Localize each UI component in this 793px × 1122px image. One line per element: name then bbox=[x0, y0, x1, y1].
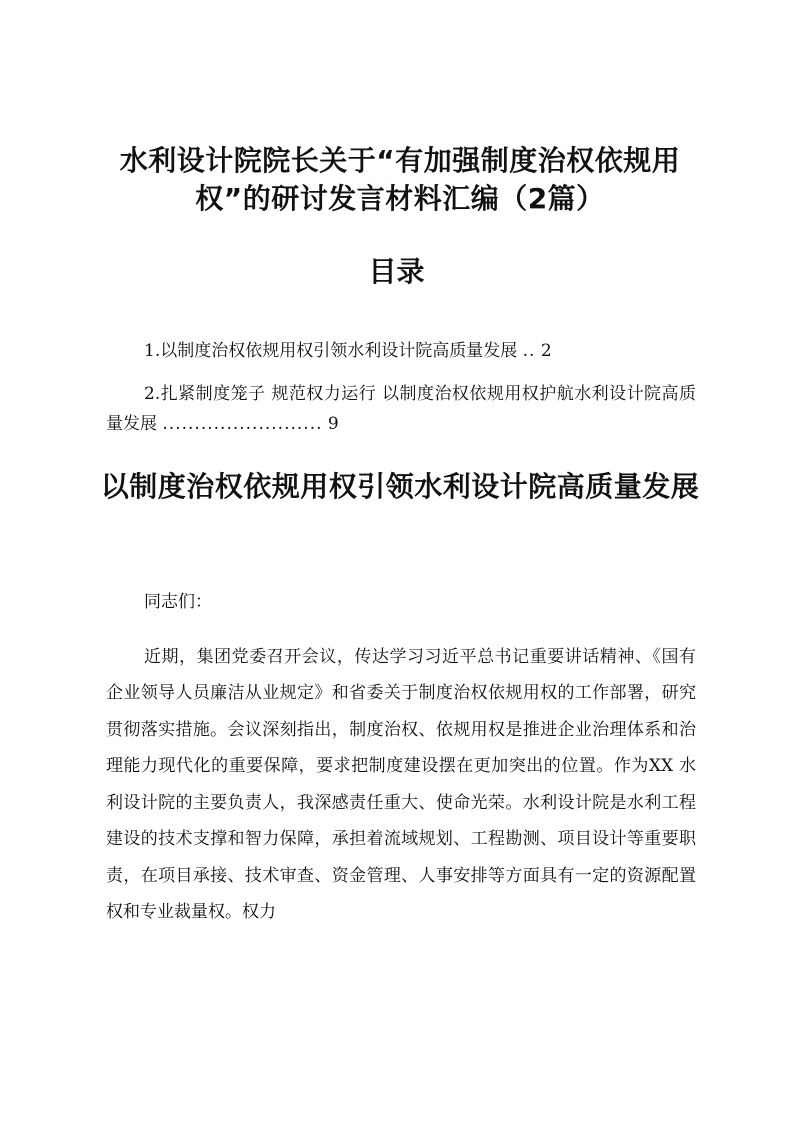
body-paragraph: 近期，集团党委召开会议，传达学习习近平总书记重要讲话精神、《国有企业领导人员廉洁从业规定》和省委关于制度治权依规用权的工作部署，研究贯彻落实措施。会议深刻指出，制度治权、依规用权是推进企业治理体系和治理能力现代化的重要保障，要求把制度建设摆在更加突出的位置。作为XX 水利设计院的主要负责人，我深感责任重大、使命光荣。水利设计院是水利工程建设的技术支撑和智力保障，承担着流域规划、工程勘测、项目设计等重要职责，在项目承接、技术审查、资金管理、人事安排等方面具有一定的资源配置权和专业裁量权。权力 bbox=[106, 646, 696, 922]
section-title: 以制度治权依规用权引领水利设计院高质量发展 bbox=[100, 470, 700, 503]
document-title: 水利设计院院长关于“有加强制度治权依规用权”的研讨发言材料汇编（2篇） bbox=[119, 144, 681, 215]
toc-entry-leader: .. bbox=[522, 341, 536, 361]
toc-entry[interactable] bbox=[106, 336, 696, 366]
greeting: 同志们： bbox=[144, 592, 212, 612]
toc-heading: 目录 bbox=[368, 255, 425, 288]
toc-entry-leader: ......................... bbox=[162, 414, 323, 434]
toc-entry-page: 2 bbox=[540, 341, 552, 361]
toc-entry-text: 以制度治权依规用权引领水利设计院高质量发展 bbox=[160, 341, 518, 361]
table-of-contents bbox=[106, 336, 696, 452]
toc-entry-text: 扎紧制度笼子 规范权力运行 以制度治权依规用权护航水利设计院高质量发展 bbox=[106, 384, 696, 434]
toc-entry-number: 2. bbox=[144, 384, 161, 404]
toc-entry-number: 1. bbox=[144, 341, 161, 361]
body-text bbox=[106, 584, 696, 931]
toc-entry-page: 9 bbox=[327, 414, 339, 434]
toc-entry[interactable] bbox=[106, 379, 696, 439]
